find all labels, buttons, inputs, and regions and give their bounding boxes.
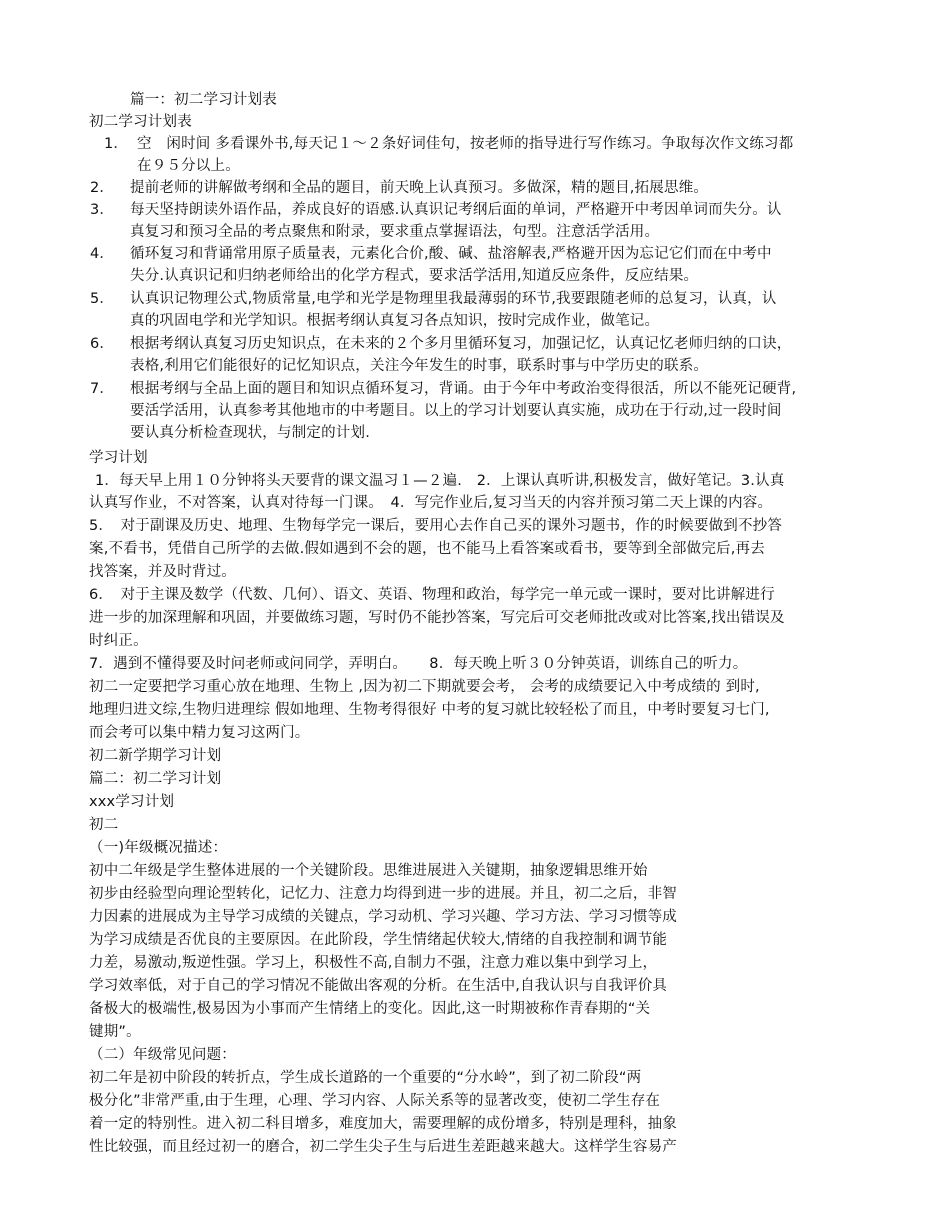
section-heading-overview: （一)年级概况描述：: [89, 840, 228, 856]
list-item-line: 在９５分以上。: [137, 158, 240, 174]
doc-subtitle-grade: 初二: [89, 817, 119, 833]
list-item-line: 真复习和预习全品的考点聚焦和附录，要求重点掌握语法，句型。注意活学活用。: [130, 224, 660, 240]
doc-subtitle-xxx-plan: xxx学习计划: [89, 794, 175, 810]
list-item-number: 6．: [90, 336, 115, 352]
paragraph-line: 性比较强，而且经过初一的磨合，初二学生尖子生与后进生差距越来越大。这样学生容易产: [89, 1139, 677, 1155]
paragraph-line: 初步由经验型向理论型转化，记忆力、注意力均得到进一步的进展。并且，初二之后，非智: [89, 886, 677, 902]
list-item-line: 认真识记物理公式,物质常量,电学和光学是物理里我最薄弱的环节,我要跟随老师的总复习，认真，认: [130, 291, 777, 307]
paragraph-line: 找答案，并及时背过。: [89, 564, 236, 580]
doc-title-2: 篇二：初二学习计划: [89, 771, 222, 787]
list-item-number: 7．: [90, 381, 115, 397]
doc-subtitle-new-term-plan: 初二新学期学习计划: [89, 748, 222, 764]
paragraph-line: 初中二年级是学生整体进展的一个关键阶段。思维进展进入关键期，抽象逻辑思维开始: [89, 863, 648, 879]
list-item-line: 要活学活用，认真参考其他地市的中考题目。以上的学习计划要认真实施，成功在于行动,过一段时间: [130, 403, 782, 419]
paragraph-line: 案,不看书，凭借自己所学的去做.假如遇到不会的题，也不能马上看答案或看书，要等到全部做完后,再去: [89, 541, 765, 557]
paragraph-line: 地理归进文综,生物归进理综 假如地理、生物考得很好 中考的复习就比较轻松了而且，中考时要复习七门,: [89, 702, 770, 718]
paragraph-line: 6． 对于主课及数学（代数、几何）、语文、英语、物理和政治，每学完一单元或一课时，要对比讲解进行: [89, 587, 775, 603]
list-item-number: 2．: [90, 180, 115, 196]
list-item-number: 1．: [104, 136, 129, 152]
list-item-line: 根据考纲与全品上面的题目和知识点循环复习，背诵。由于今年中考政治变得很活，所以不能死记硬背,: [130, 381, 797, 397]
list-item-line: 每天坚持朗读外语作品，养成良好的语感.认真识记考纲后面的单词，严格避开中考因单词而失分。认: [130, 202, 782, 218]
list-item-line: 真的巩固电学和光学知识。根据考纲认真复习各点知识，按时完成作业，做笔记。: [130, 313, 660, 329]
paragraph-line: 为学习成绩是否优良的主要原因。在此阶段，学生情绪起伏较大,情绪的自我控制和调节能: [89, 932, 668, 948]
paragraph-line: 力因素的进展成为主导学习成绩的关键点，学习动机、学习兴趣、学习方法、学习习惯等成: [89, 909, 677, 925]
list-item-line: 提前老师的讲解做考纲和全品的题目，前天晚上认真预习。多做深，精的题目,拓展思维。: [130, 180, 709, 196]
paragraph-line: 5． 对于副课及历史、地理、生物每学完一课后，要用心去作自己买的课外习题书，作的时候要做到不抄答: [89, 518, 783, 534]
paragraph-line: 认真写作业，不对答案，认真对待每一门课。 4．写完作业后,复习当天的内容并预习第二天上课的内容。: [89, 495, 773, 511]
paragraph-line: 初二年是初中阶段的转折点，学生成长道路的一个重要的“分水岭”，到了初二阶段“两: [89, 1070, 642, 1086]
doc-title-1: 篇一：初二学习计划表: [130, 92, 277, 108]
paragraph-line: 进一步的加深理解和巩固，并要做练习题，写时仍不能抄答案，写完后可交老师批改或对比答案,找出错误及: [89, 610, 785, 626]
list-item-line: 要认真分析检查现状，与制定的计划.: [130, 425, 371, 441]
paragraph-line: 极分化”非常严重,由于生理，心理、学习内容、人际关系等的显著改变，使初二学生存在: [89, 1093, 661, 1109]
list-item-number: 4．: [90, 246, 115, 262]
list-item-line: 失分.认真识记和归纳老师给出的化学方程式，要求活学活用,知道反应条件，反应结果。: [130, 268, 699, 284]
list-item-number: 5．: [90, 291, 115, 307]
paragraph-line: 备极大的极端性,极易因为小事而产生情绪上的变化。因此,这一时期被称作青春期的“关: [89, 1001, 651, 1017]
list-item-line: 循环复习和背诵常用原子质量表，元素化合价,酸、碱、盐溶解表,严格避开因为忘记它们而在中考中: [130, 246, 772, 262]
paragraph-line: 时纠正。: [89, 633, 148, 649]
paragraph-line: 力差，易激动,叛逆性强。学习上，积极性不高,自制力不强，注意力难以集中到学习上，: [89, 955, 658, 971]
paragraph-line: 学习效率低，对于自己的学习情况不能做出客观的分析。在生活中,自我认识与自我评价具: [89, 978, 668, 994]
paragraph-line: 初二一定要把学习重心放在地理、生物上 ,因为初二下期就要会考， 会考的成绩要记入中考成绩的 到时,: [89, 679, 760, 695]
paragraph-line: 7．遇到不懂得要及时问老师或问同学，弄明白。 8．每天晚上听３０分钟英语，训练自己的听力。: [89, 656, 748, 672]
paragraph-line: 键期”。: [89, 1024, 141, 1040]
list-item-line: 空 闲时间 多看课外书,每天记１～２条好词佳句，按老师的指导进行写作练习。争取每次作文练习都: [137, 136, 794, 152]
paragraph-line: 1．每天早上用１０分钟将头天要背的课文温习１—２遍. 2．上课认真听讲,积极发言，做好笔记。3.认真: [95, 473, 785, 489]
paragraph-line: 而会考可以集中精力复习这两门。: [89, 725, 310, 741]
doc-subtitle-study-plan: 学习计划: [89, 450, 148, 466]
paragraph-line: 着一定的特别性。进入初二科目增多，难度加大，需要理解的成份增多，特别是理科，抽象: [89, 1116, 677, 1132]
list-item-line: 根据考纲认真复习历史知识点，在未来的２个多月里循环复习，加强记忆，认真记忆老师归纳的口诀，: [130, 336, 792, 352]
list-item-line: 表格,利用它们能很好的记忆知识点，关注今年发生的时事，联系时事与中学历史的联系。: [130, 358, 709, 374]
list-item-number: 3．: [90, 202, 115, 218]
doc-subtitle-plan-table: 初二学习计划表: [89, 114, 192, 130]
section-heading-common-problems: （二）年级常见问题：: [89, 1047, 236, 1063]
